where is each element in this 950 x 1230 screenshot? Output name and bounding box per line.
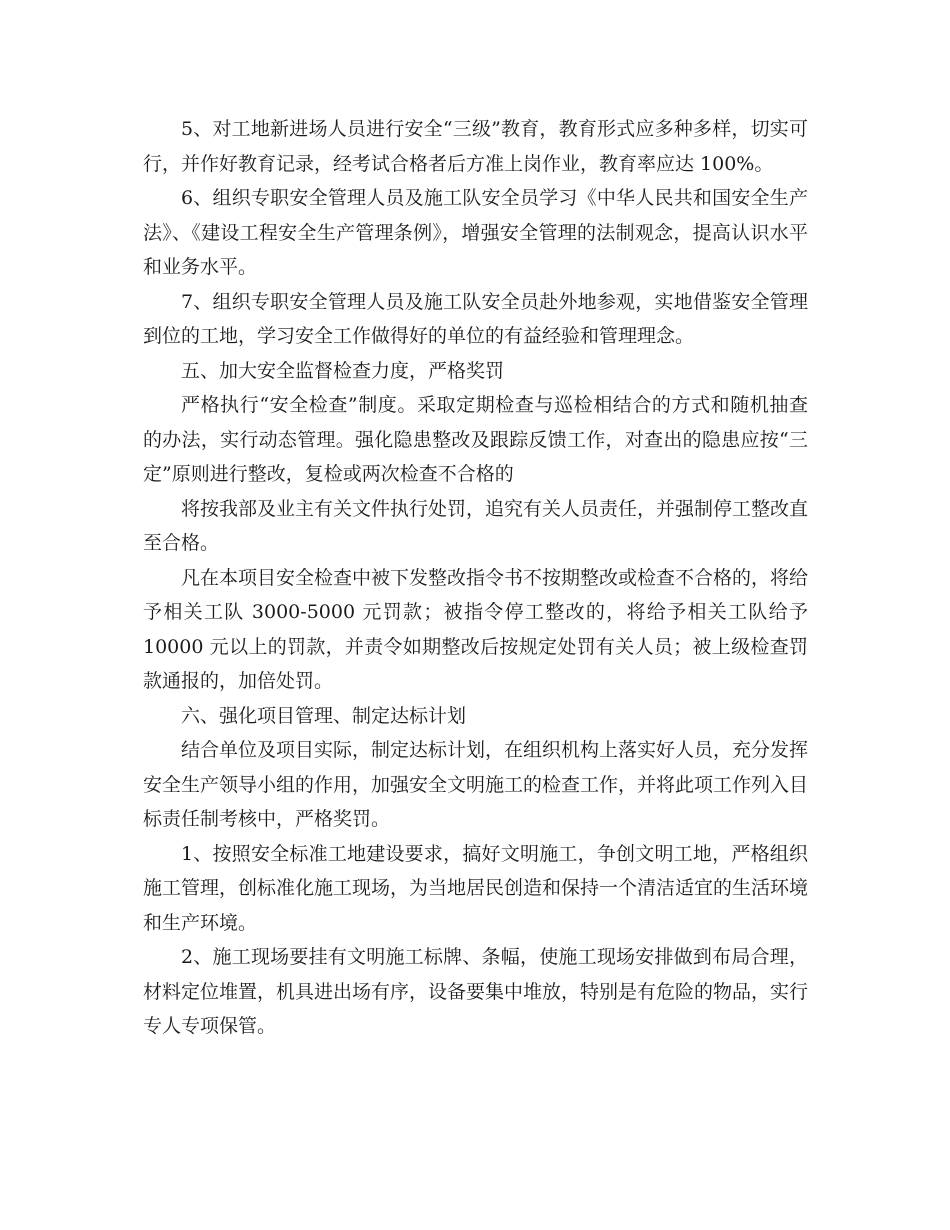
paragraph-item-5: 5、对工地新进场人员进行安全“三级”教育，教育形式应多种多样，切实可行，并作好教育记录，经考试合格者后方准上岗作业，教育率应达 100%。 <box>143 118 808 175</box>
paragraph-item-1: 1、按照安全标准工地建设要求，搞好文明施工，争创文明工地，严格组织施工管理，创标准化施工现场，为当地居民创造和保持一个清洁适宜的生活环境和生产环境。 <box>143 842 809 934</box>
document-body <box>143 112 808 1044</box>
section-heading-6: 六、强化项目管理、制定达标计划 <box>181 704 467 727</box>
paragraph-penalty: 将按我部及业主有关文件执行处罚，追究有关人员责任，并强制停工整改直至合格。 <box>143 497 809 554</box>
paragraph-fines: 凡在本项目安全检查中被下发整改指令书不按期整改或检查不合格的，将给予相关工队 3000-5000 元罚款；被指令停工整改的，将给予相关工队给予 10000 元以上的罚款，并责令如期整改后按规定处罚有关人员；被上级检查罚款通报的，加倍处罚。 <box>143 566 809 692</box>
section-heading-5: 五、加大安全监督检查力度，严格奖罚 <box>181 359 505 382</box>
paragraph-target-plan: 结合单位及项目实际，制定达标计划，在组织机构上落实好人员，充分发挥安全生产领导小组的作用，加强安全文明施工的检查工作，并将此项工作列入目标责任制考核中，严格奖罚。 <box>143 739 809 830</box>
paragraph-item-6: 6、组织专职安全管理人员及施工队安全员学习《中华人民共和国安全生产法》、《建设工程安全生产管理条例》，增强安全管理的法制观念，提高认识水平和业务水平。 <box>143 187 808 278</box>
paragraph-item-2: 2、施工现场要挂有文明施工标牌、条幅，使施工现场安排做到布局合理，材料定位堆置，机具进出场有序，设备要集中堆放，特别是有危险的物品，实行专人专项保管。 <box>143 946 809 1037</box>
paragraph-item-7: 7、组织专职安全管理人员及施工队安全员赴外地参观，实地借鉴安全管理到位的工地，学习安全工作做得好的单位的有益经验和管理理念。 <box>143 290 808 347</box>
paragraph-safety-inspection: 严格执行“安全检查”制度。采取定期检查与巡检相结合的方式和随机抽查的办法，实行动态管理。强化隐患整改及跟踪反馈工作，对查出的隐患应按“三定”原则进行整改，复检或两次检查不合格的 <box>143 394 808 485</box>
